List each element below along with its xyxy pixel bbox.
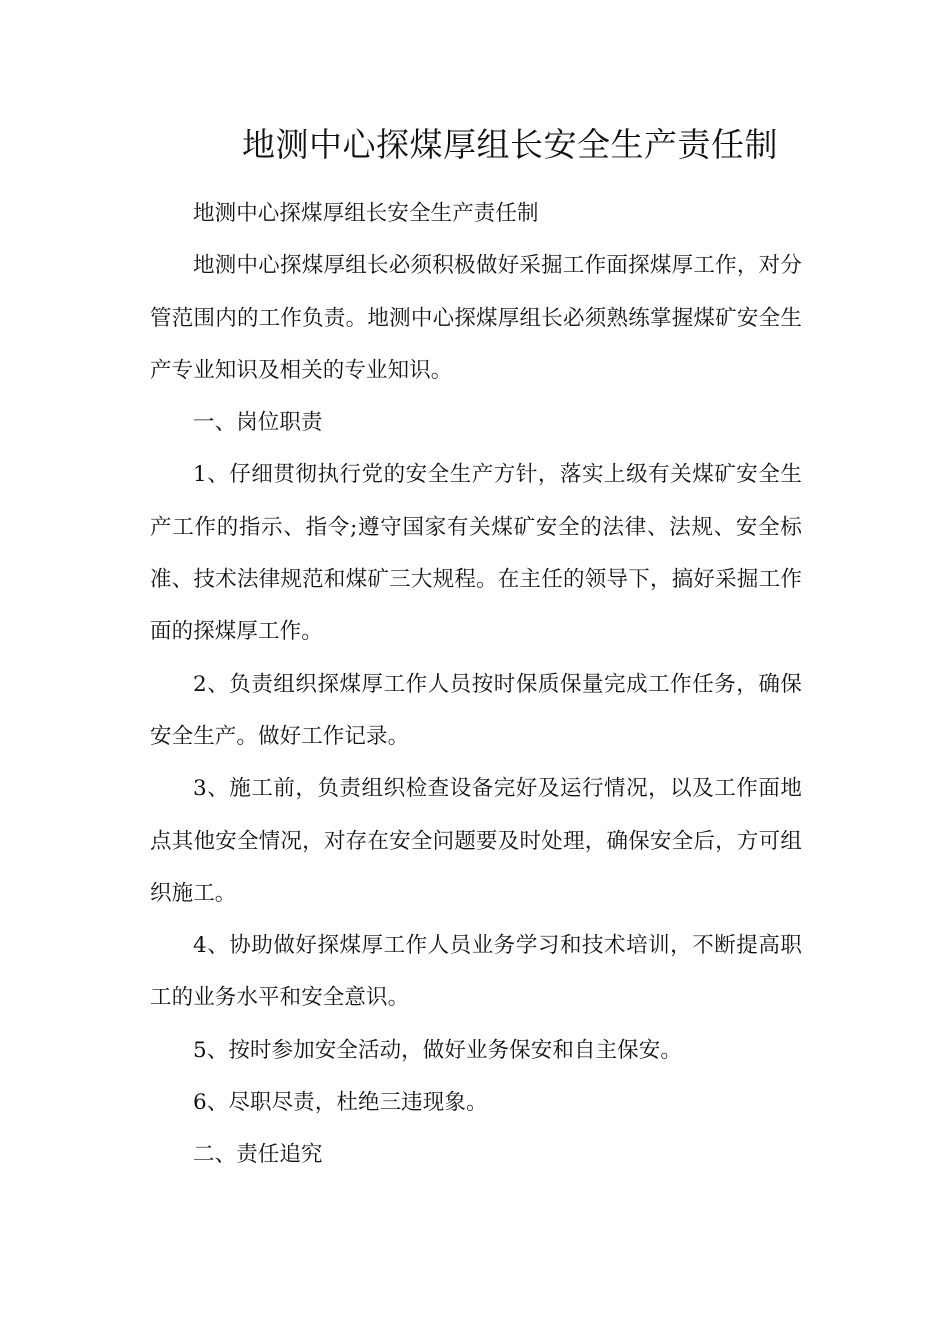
duty-item-5: 5、按时参加安全活动，做好业务保安和自主保安。 [193, 1037, 682, 1063]
section-heading-accountability: 二、责任追究 [193, 1142, 323, 1168]
duty-item-6: 6、尽职尽责，杜绝三违现象。 [193, 1090, 488, 1116]
section-heading-duties: 一、岗位职责 [193, 410, 323, 436]
duty-item-3: 3、施工前，负责组织检查设备完好及运行情况，以及工作面地点其他安全情况，对存在安全问题要及时处理，确保安全后，方可组织施工。 [150, 776, 802, 906]
duty-item-1: 1、仔细贯彻执行党的安全生产方针，落实上级有关煤矿安全生产工作的指示、指令;遵守国家有关煤矿安全的法律、法规、安全标准、技术法律规范和煤矿三大规程。在主任的领导下，搞好采掘工作面的探煤厚工作。 [150, 462, 802, 645]
paragraph-subtitle: 地测中心探煤厚组长安全生产责任制 [193, 201, 539, 226]
duty-item-4: 4、协助做好探煤厚工作人员业务学习和技术培训，不断提高职工的业务水平和安全意识。 [150, 933, 802, 1011]
paragraph-intro: 地测中心探煤厚组长必须积极做好采掘工作面探煤厚工作，对分管范围内的工作负责。地测中心探煤厚组长必须熟练掌握煤矿安全生产专业知识及相关的专业知识。 [150, 253, 802, 383]
document-body [150, 188, 802, 1182]
duty-item-2: 2、负责组织探煤厚工作人员按时保质保量完成工作任务，确保安全生产。做好工作记录。 [150, 671, 802, 749]
document-title: 地测中心探煤厚组长安全生产责任制 [242, 125, 778, 164]
